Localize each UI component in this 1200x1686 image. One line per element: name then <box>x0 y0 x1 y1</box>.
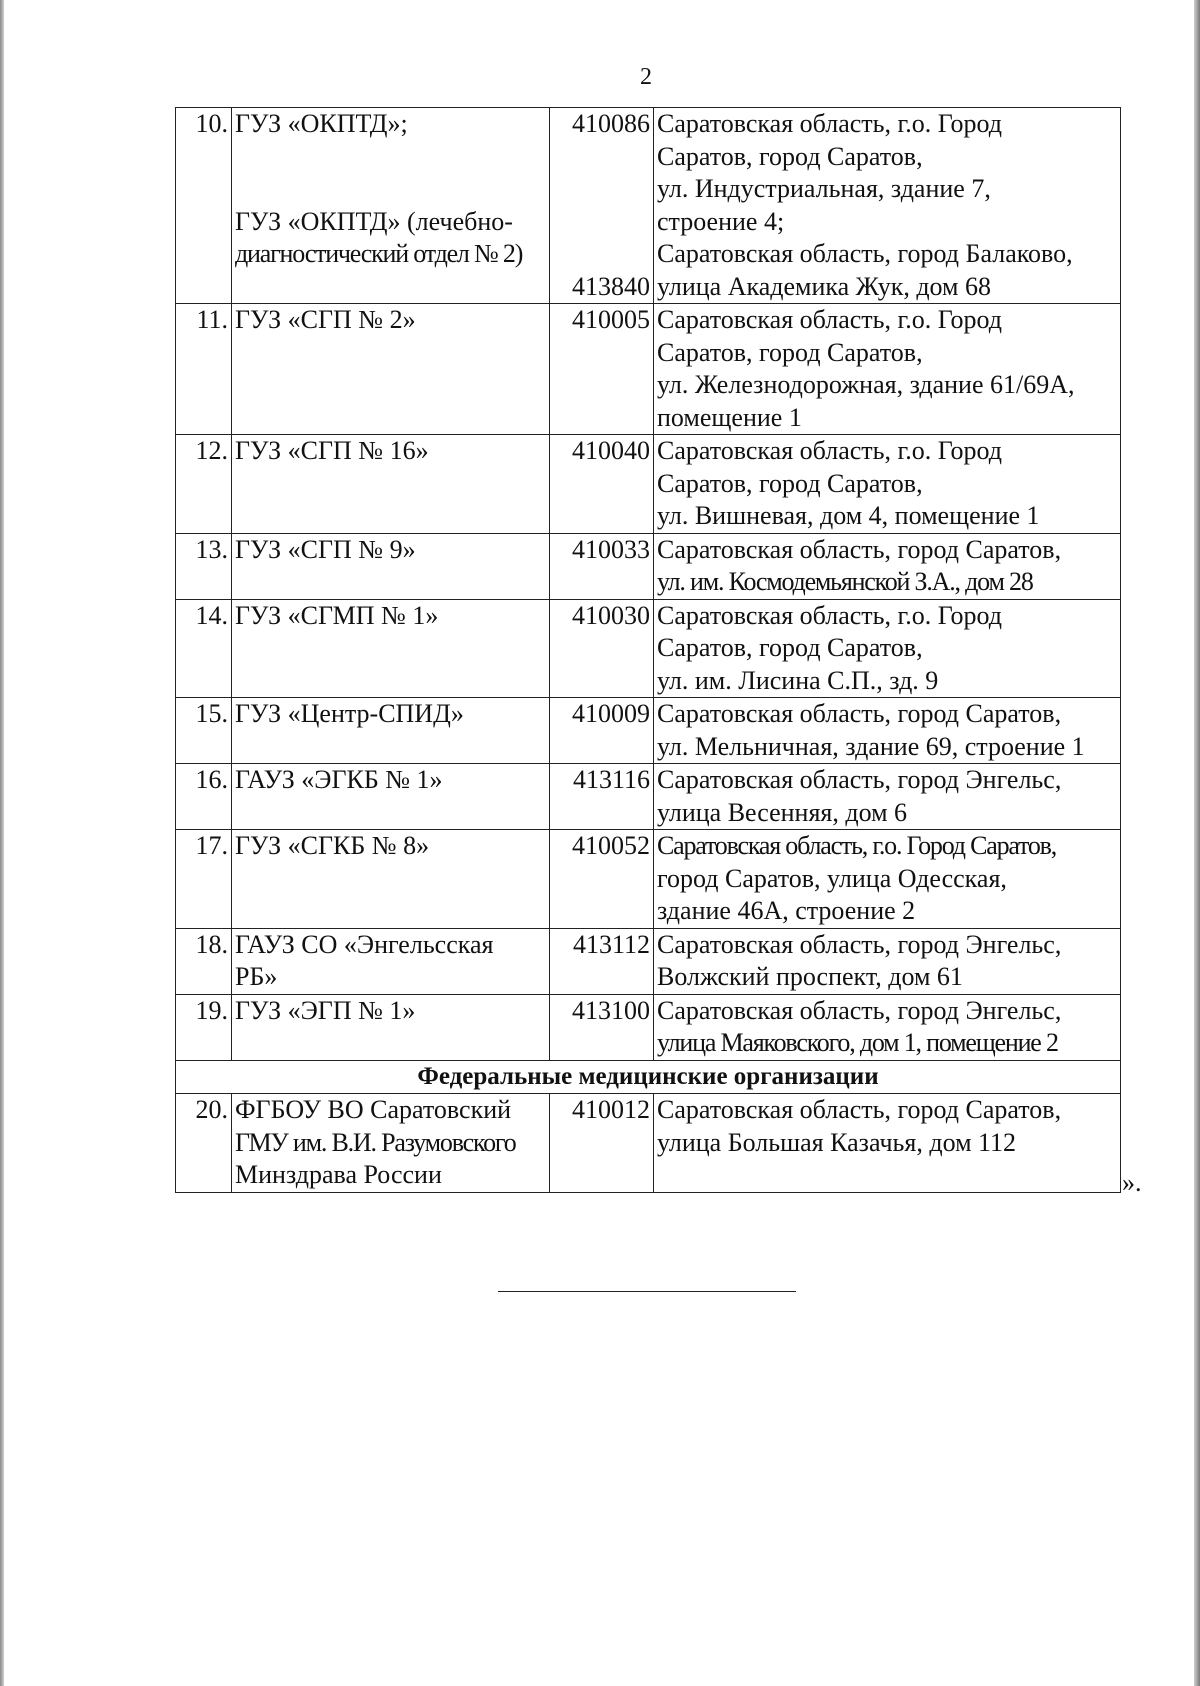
row-number: 10. <box>176 108 232 304</box>
organization-name: РБ» <box>235 962 278 991</box>
table-row <box>176 533 1121 599</box>
address-line: помещение 1 <box>657 402 802 432</box>
table-row <box>176 599 1121 698</box>
table-row <box>176 830 1121 929</box>
address-line: ул. Вишневая, дом 4, помещение 1 <box>657 501 1040 530</box>
closing-quote: ». <box>1122 1168 1142 1197</box>
organizations-table <box>175 107 1121 1193</box>
organization-name: ГУЗ «Центр-СПИД» <box>235 699 464 728</box>
table-row <box>176 994 1121 1060</box>
address-cell <box>654 698 1121 764</box>
address-line: строение 4; <box>657 206 785 236</box>
address-cell <box>654 304 1121 435</box>
address-line: здание 46А, строение 2 <box>657 896 916 925</box>
organization-name: диагностический отдел № 2) <box>235 239 523 268</box>
row-number: 16. <box>176 764 232 830</box>
table-row <box>176 435 1121 534</box>
address-line: улица Весенняя, дом 6 <box>657 797 908 827</box>
row-number: 14. <box>176 599 232 698</box>
address-line: Волжский проспект, дом 61 <box>657 962 963 991</box>
table-row <box>176 698 1121 764</box>
postal-code: 410086 <box>572 109 650 138</box>
postal-code: 413840 <box>572 271 650 301</box>
address-line: Саратовская область, г.о. Город Саратов, <box>657 831 1057 860</box>
address-line: улица Маяковского, дом 1, помещение 2 <box>657 1028 1058 1057</box>
row-number: 20. <box>176 1094 232 1193</box>
address-line: Саратовская область, город Энгельс, <box>657 929 1062 959</box>
postal-code: 410040 <box>550 435 654 534</box>
table-row <box>176 304 1121 435</box>
organization-name-cell <box>232 435 550 534</box>
organization-name-cell <box>232 994 550 1060</box>
organization-name: Минздрава России <box>235 1160 442 1189</box>
organization-name: ГМУ им. В.И. Разумовского <box>235 1127 516 1157</box>
address-line: Саратов, город Саратов, <box>657 633 923 662</box>
address-line: Саратовская область, г.о. Город <box>657 109 1002 138</box>
postal-code: 410030 <box>550 599 654 698</box>
scan-edge-right <box>1194 0 1200 1686</box>
section-title: Федеральные медицинские организации <box>176 1060 1121 1094</box>
address-line: ул. Железнодорожная, здание 61/69А, <box>657 370 1075 399</box>
address-cell <box>654 599 1121 698</box>
end-divider <box>498 1291 796 1292</box>
address-line: Саратовская область, город Саратов, <box>657 534 1062 564</box>
row-number: 15. <box>176 698 232 764</box>
address-cell <box>654 533 1121 599</box>
address-cell <box>654 108 1121 304</box>
address-line: Саратовская область, город Энгельс, <box>657 995 1062 1025</box>
address-line: улица Большая Казачья, дом 112 <box>657 1127 1017 1157</box>
section-row <box>176 1060 1121 1094</box>
address-cell <box>654 435 1121 534</box>
row-number: 19. <box>176 994 232 1060</box>
postal-code: 413100 <box>550 994 654 1060</box>
address-line: Саратовская область, город Балаково, <box>657 239 1073 268</box>
organization-name: ГУЗ «СГП № 9» <box>235 534 416 564</box>
address-line: город Саратов, улица Одесская, <box>657 863 1007 893</box>
organization-name-cell <box>232 108 550 304</box>
page-number: 2 <box>640 64 652 90</box>
address-line: ул. им. Лисина С.П., зд. 9 <box>657 665 939 695</box>
organization-name: ФГБОУ ВО Саратовский <box>235 1095 512 1124</box>
organization-name-cell <box>232 764 550 830</box>
organization-name: ГУЗ «ОКПТД» (лечебно- <box>235 206 513 236</box>
postal-code: 410009 <box>550 698 654 764</box>
address-line: ул. Индустриальная, здание 7, <box>657 174 991 203</box>
organization-name-cell <box>232 698 550 764</box>
organization-name: ГУЗ «СГП № 16» <box>235 436 429 465</box>
address-line: Саратов, город Саратов, <box>657 337 923 367</box>
organization-name: ГУЗ «СГМП № 1» <box>235 600 439 630</box>
postal-code: 410033 <box>550 533 654 599</box>
address-cell <box>654 994 1121 1060</box>
address-cell <box>654 764 1121 830</box>
organization-name: ГУЗ «СГКБ № 8» <box>235 831 430 860</box>
organization-name: ГУЗ «ЭГП № 1» <box>235 995 416 1025</box>
organization-name-cell <box>232 304 550 435</box>
address-line: Саратовская область, г.о. Город <box>657 436 1002 465</box>
address-line: Саратовская область, город Саратов, <box>657 699 1062 728</box>
address-line: ул. им. Космодемьянской З.А., дом 28 <box>657 567 1033 596</box>
address-line: улица Академика Жук, дом 68 <box>657 271 992 301</box>
organization-name: ГУЗ «ОКПТД»; <box>235 109 408 138</box>
organization-name-cell <box>232 533 550 599</box>
organization-name-cell <box>232 830 550 929</box>
organization-name: ГАУЗ СО «Энгельсская <box>235 929 494 959</box>
address-line: ул. Мельничная, здание 69, строение 1 <box>657 731 1085 761</box>
postal-code: 413116 <box>550 764 654 830</box>
postal-code: 410012 <box>550 1094 654 1193</box>
postal-code: 410052 <box>550 830 654 929</box>
row-number: 11. <box>176 304 232 435</box>
address-cell <box>654 830 1121 929</box>
postal-code: 410005 <box>550 304 654 435</box>
postal-code: 413112 <box>550 928 654 994</box>
table-row <box>176 764 1121 830</box>
organization-name-cell <box>232 928 550 994</box>
row-number: 12. <box>176 435 232 534</box>
organization-name: ГУЗ «СГП № 2» <box>235 305 416 334</box>
row-number: 17. <box>176 830 232 929</box>
address-line: Саратов, город Саратов, <box>657 141 923 171</box>
table-row <box>176 108 1121 304</box>
row-number: 18. <box>176 928 232 994</box>
table-row <box>176 1094 1121 1193</box>
postal-code-cell <box>550 108 654 304</box>
table-row <box>176 928 1121 994</box>
address-line: Саратовская область, город Энгельс, <box>657 765 1062 794</box>
organization-name-cell <box>232 599 550 698</box>
address-line: Саратовская область, г.о. Город <box>657 600 1002 630</box>
address-line: Саратовская область, г.о. Город <box>657 305 1002 334</box>
scan-edge-left <box>0 0 4 1686</box>
address-line: Саратовская область, город Саратов, <box>657 1095 1062 1124</box>
address-cell <box>654 928 1121 994</box>
address-line: Саратов, город Саратов, <box>657 468 923 498</box>
row-number: 13. <box>176 533 232 599</box>
address-cell <box>654 1094 1121 1193</box>
organization-name-cell <box>232 1094 550 1193</box>
organization-name: ГАУЗ «ЭГКБ № 1» <box>235 765 443 794</box>
